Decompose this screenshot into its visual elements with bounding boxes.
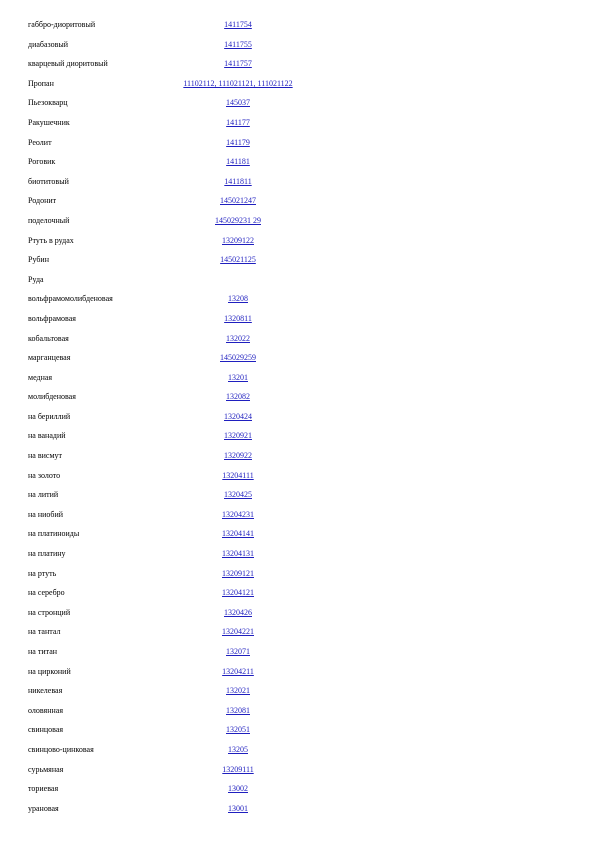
code-reference-link[interactable]: 1320424 [224,411,252,421]
index-entry [28,665,408,685]
index-codes [88,704,388,717]
index-codes [88,763,388,776]
code-reference-link[interactable]: 13002 [228,784,248,794]
index-codes [88,96,388,109]
index-term: на ванадий [28,431,66,441]
code-reference-link[interactable]: 132051 [226,725,250,735]
code-reference-link[interactable]: 13204211 [222,666,254,676]
index-entry [28,429,408,449]
index-entry [28,96,408,116]
code-reference-link[interactable]: 132081 [226,705,250,715]
index-entry [28,547,408,567]
index-term: Рубин [28,255,49,265]
index-term: Руда [28,274,44,284]
index-entry [28,371,408,391]
code-reference-link[interactable]: 132022 [226,333,250,343]
index-term: биотитовый [28,176,69,186]
index-term: Роговик [28,157,56,167]
index-list [28,18,408,821]
index-entry [28,684,408,704]
index-entry [28,527,408,547]
index-entry [28,77,408,97]
code-reference-link[interactable]: 145037 [226,98,250,108]
index-codes [88,136,388,149]
code-reference-link[interactable]: 13208 [228,294,248,304]
index-codes [88,802,388,815]
index-entry [28,645,408,665]
code-reference-link[interactable]: 132071 [226,647,250,656]
code-reference-link[interactable]: 132082 [226,392,250,402]
code-reference-link[interactable]: 1411811 [224,176,252,186]
index-entry [28,743,408,763]
index-term: свинцовая [28,725,64,735]
index-term: Ракушечник [28,117,70,127]
index-entry [28,606,408,626]
index-term: на бериллий [28,411,71,421]
index-codes [88,175,388,188]
index-entry [28,390,408,410]
code-reference-link[interactable]: 13204131 [222,549,254,559]
index-codes [88,743,388,756]
index-term: свинцово-цинковая [28,744,94,754]
index-codes [88,488,388,501]
index-entry [28,234,408,254]
code-reference-link[interactable]: 1320811 [224,313,252,323]
code-reference-link[interactable]: 1320426 [224,607,252,617]
code-reference-link[interactable]: 141181 [226,157,250,167]
index-entry [28,586,408,606]
index-term: на платиноиды [28,529,80,539]
index-codes [88,38,388,51]
index-term: урановая [28,803,59,813]
code-reference-link[interactable]: 145029259 [220,353,256,363]
code-reference-link[interactable]: 13209121 [222,568,254,578]
index-entry [28,253,408,273]
index-term: на литий [28,490,59,500]
code-reference-link[interactable]: 141177 [226,117,250,127]
code-reference-link[interactable]: 132021 [226,686,250,696]
code-reference-link[interactable]: 1320922 [224,451,252,461]
index-entry [28,175,408,195]
index-codes [88,390,388,403]
index-entry [28,449,408,469]
index-term: вольфрамомолибденовая [28,294,113,304]
index-term: на тантал [28,627,61,637]
index-codes [88,684,388,697]
index-codes [88,292,388,305]
index-term: Пьезокварц [28,98,68,108]
code-reference-link[interactable]: 1320425 [224,490,252,500]
index-entry [28,194,408,214]
index-entry [28,508,408,528]
code-reference-link[interactable]: 145029231 29 [215,215,261,225]
index-term: на ниобий [28,509,64,519]
code-reference-link[interactable]: 13201 [228,372,248,382]
index-codes [88,312,388,325]
index-term: Родонит [28,196,57,206]
index-entry [28,763,408,783]
index-entry [28,155,408,175]
index-codes [88,234,388,247]
index-entry [28,38,408,58]
index-codes [88,214,388,227]
index-codes [88,116,388,129]
index-term: ториевая [28,784,59,794]
index-entry [28,723,408,743]
code-reference-link[interactable]: 13205 [228,744,248,754]
index-entry [28,351,408,371]
index-codes [88,449,388,462]
code-reference-link[interactable]: 13209122 [222,235,254,245]
index-term: кобальтовая [28,333,69,343]
code-reference-link[interactable]: 13204121 [222,588,254,598]
index-codes [88,645,388,658]
index-codes [88,547,388,560]
index-term: Ртуть в рудах [28,235,74,245]
index-entry [28,704,408,724]
index-entry [28,782,408,802]
index-term: поделочный [28,215,70,225]
index-term: габбро-диоритовый [28,20,96,29]
index-entry [28,625,408,645]
index-entry [28,214,408,234]
index-codes [88,332,388,345]
index-entry [28,312,408,332]
code-reference-link[interactable]: 1411755 [224,39,252,49]
index-codes [88,155,388,168]
index-term: кварцевый диоритовый [28,59,108,69]
index-term: диабазовый [28,39,69,49]
index-term: на висмут [28,451,62,461]
index-codes [88,665,388,678]
index-codes [88,351,388,364]
index-codes [88,508,388,521]
code-reference-link[interactable]: 13204141 [222,529,254,539]
index-codes [88,625,388,638]
code-reference-link[interactable]: 13204221 [222,627,254,637]
index-codes [88,429,388,442]
index-term: медная [28,372,53,382]
index-entry [28,488,408,508]
code-reference-link[interactable]: 145021247 [220,196,256,206]
index-codes [88,410,388,423]
index-entry [28,18,408,38]
code-reference-link[interactable]: 1411757 [224,59,252,69]
index-codes [88,18,388,31]
index-codes [88,723,388,736]
code-reference-link[interactable]: 13001 [228,803,248,813]
index-term: на стронций [28,607,71,617]
code-reference-link[interactable]: 13204111 [222,470,254,480]
index-codes [88,194,388,207]
index-entry [28,292,408,312]
index-term: сурьмяная [28,764,64,774]
index-codes [88,253,388,266]
index-term: на титан [28,647,58,656]
index-codes [88,586,388,599]
index-term: на ртуть [28,568,57,578]
index-codes [88,57,388,70]
index-entry [28,567,408,587]
index-codes [88,77,388,90]
index-term: на платину [28,549,66,559]
code-reference-link[interactable]: 13204231 [222,509,254,519]
index-entry [28,136,408,156]
index-term: оловянная [28,705,64,715]
code-reference-link[interactable]: 11102112, 111021121, 111021122 [183,78,293,88]
index-term: никелевая [28,686,63,696]
index-term: вольфрамовая [28,313,76,323]
code-reference-link[interactable]: 1320921 [224,431,252,441]
index-codes [88,469,388,482]
index-term: молибденовая [28,392,76,402]
index-codes [88,606,388,619]
index-codes [88,371,388,384]
index-entry [28,410,408,430]
code-reference-link[interactable]: 141179 [226,137,250,147]
index-entry [28,273,408,293]
index-entry [28,57,408,77]
code-reference-link[interactable]: 145021125 [220,255,256,265]
index-term: марганцевая [28,353,71,363]
index-codes [88,567,388,580]
index-term: на цирконий [28,666,71,676]
index-entry [28,469,408,489]
index-term: Пропан [28,78,54,88]
code-reference-link[interactable]: 1411754 [224,20,252,29]
index-entry [28,116,408,136]
index-term: на серебро [28,588,65,598]
index-codes [88,527,388,540]
index-term: Реолит [28,137,52,147]
index-codes [88,782,388,795]
index-entry [28,332,408,352]
code-reference-link[interactable]: 13209111 [222,764,254,774]
index-entry [28,802,408,822]
index-term: на золото [28,470,61,480]
